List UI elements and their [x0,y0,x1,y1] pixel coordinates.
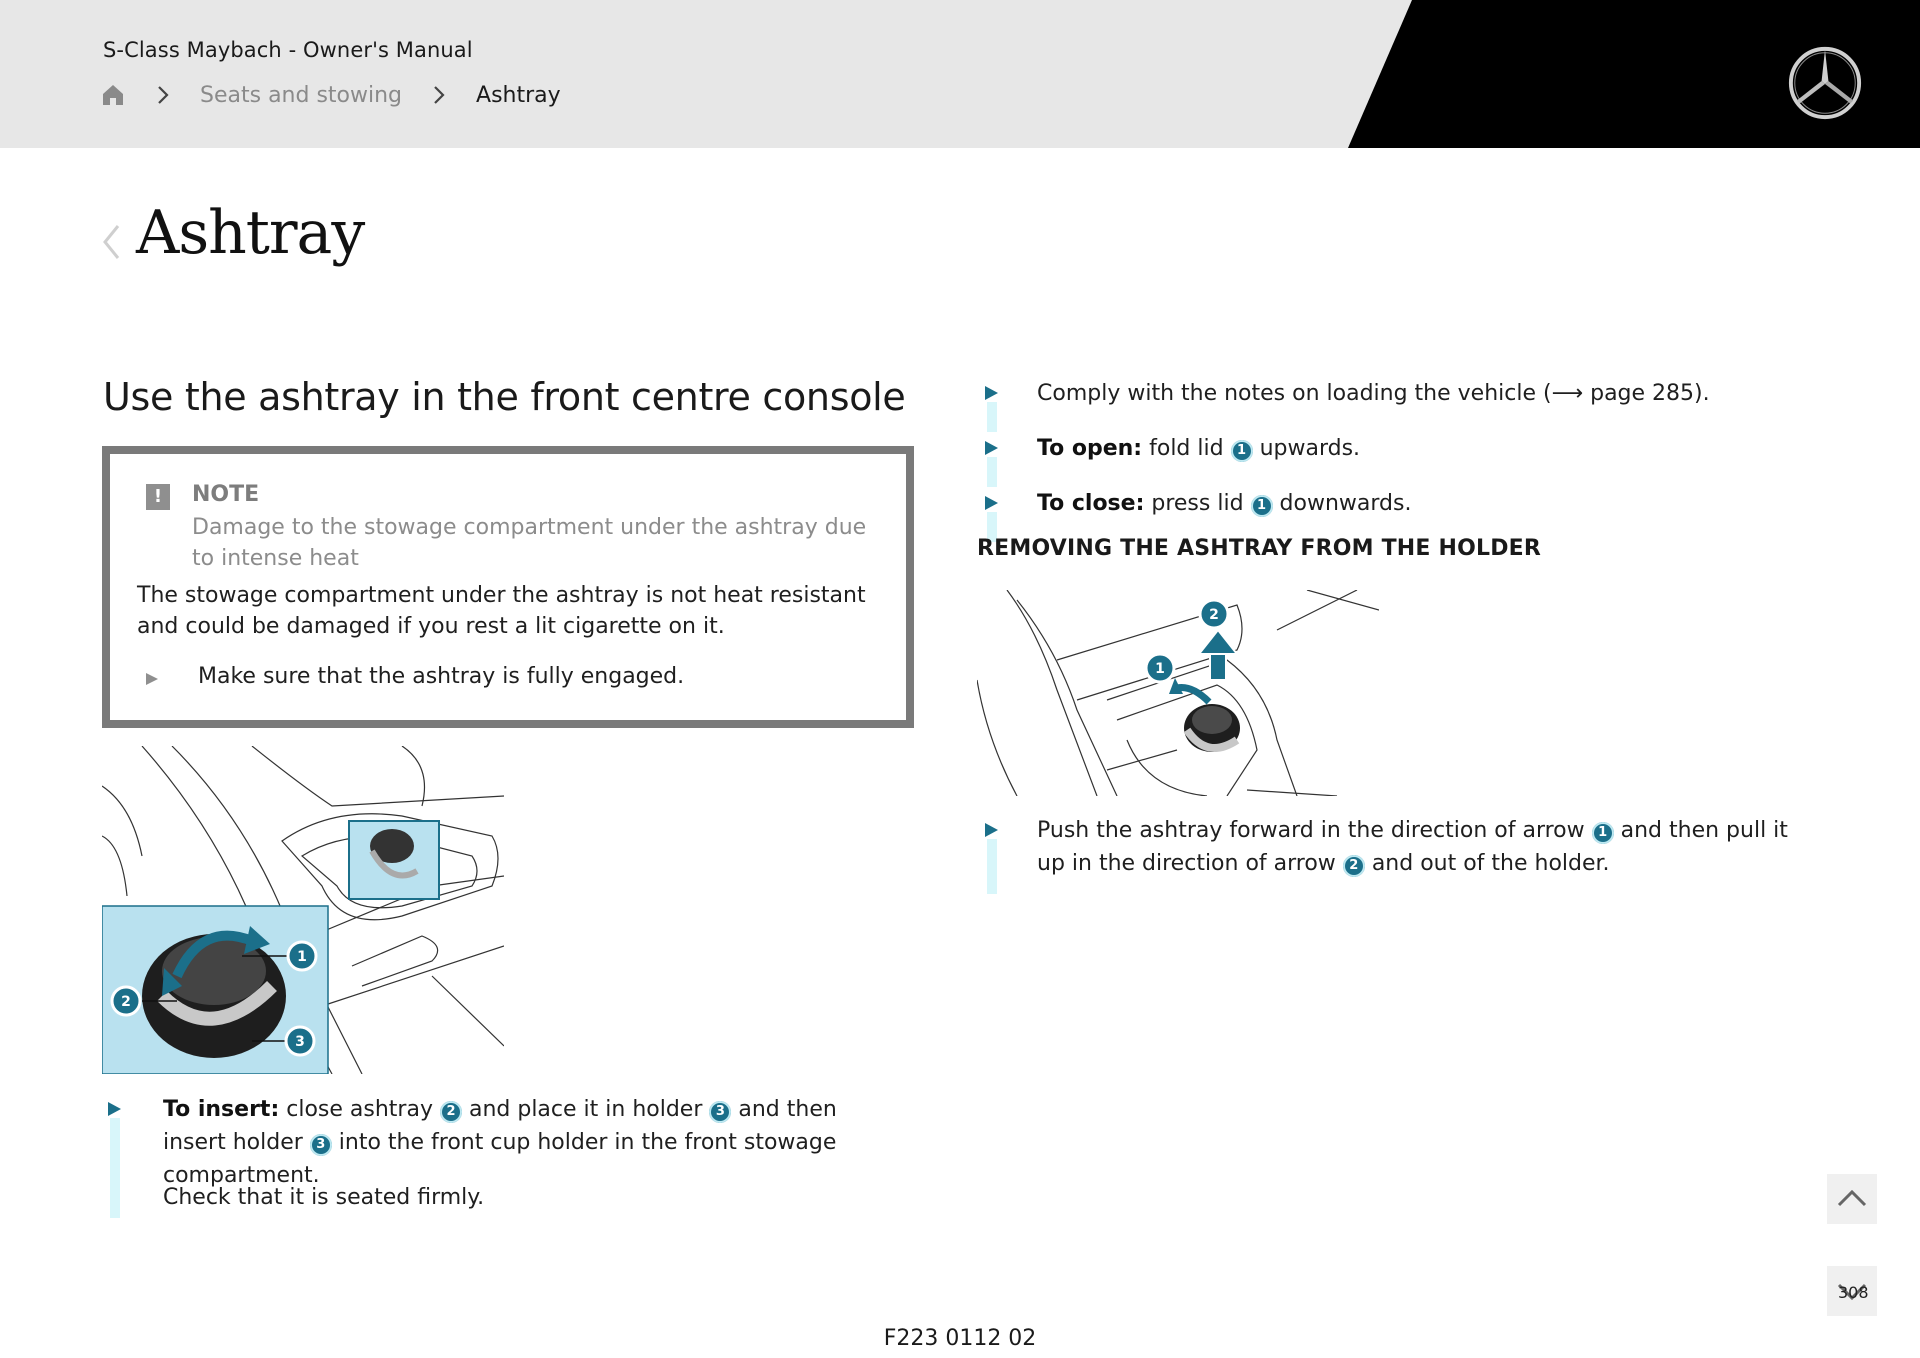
chevron-right-icon [152,84,174,106]
step-comply: Comply with the notes on loading the vehicle (⟶ page 285). [1037,381,1710,406]
step-push-text-1: Push the ashtray forward in the direction of arrow [1037,818,1585,843]
badge-3: 3 [709,1101,731,1123]
warning-icon: ! [146,484,170,510]
figure-code: F223 0112 02 [883,1326,1037,1351]
breadcrumb [100,80,561,110]
scroll-up-button[interactable] [1827,1174,1877,1224]
section-heading: Use the ashtray in the front centre console [103,375,906,419]
badge-1: 1 [1251,495,1273,517]
step-close [1037,487,1411,520]
chevron-right-icon [428,84,450,106]
ashtray-removal-illustration [977,590,1379,796]
step-check: Check that it is seated firmly. [163,1185,485,1210]
note-subtitle: Damage to the stowage compartment under the ashtray due to intense heat [192,515,867,571]
back-chevron-icon[interactable] [100,222,122,262]
badge-2: 2 [1343,855,1365,877]
step-insert-text-3: and then insert holder [163,1097,837,1155]
home-icon[interactable] [100,82,126,108]
step-open-label: To open: [1037,436,1143,461]
header-bar [0,0,1920,148]
subheading-removing: REMOVING THE ASHTRAY FROM THE HOLDER [977,536,1542,561]
callout-3: 3 [295,1034,305,1050]
page-title: Ashtray [136,198,365,268]
step-open-text-2: upwards. [1259,436,1361,461]
step-close-label: To close: [1037,491,1145,516]
ashtray-console-illustration [102,746,504,1074]
step-marker [108,1102,122,1218]
step-open-text-1: fold lid [1149,436,1224,461]
note-step: Make sure that the ashtray is fully engaged. [198,664,685,689]
callout-1: 1 [297,949,307,965]
step-insert-text-4: into the front cup holder in the front stowage compartment. [163,1130,837,1188]
step-close-text-2: downwards. [1279,491,1412,516]
callout-1: 1 [1155,661,1165,677]
badge-2: 2 [440,1101,462,1123]
step-open [1037,432,1360,465]
mercedes-star-logo[interactable] [1786,44,1864,122]
step-insert-label: To insert: [163,1097,280,1122]
badge-3: 3 [310,1134,332,1156]
badge-1: 1 [1592,822,1614,844]
step-arrow-icon [145,672,159,686]
document-title: S-Class Maybach - Owner's Manual [103,38,473,62]
step-insert-text-1: close ashtray [286,1097,433,1122]
breadcrumb-item-seats-and-stowing[interactable]: Seats and stowing [200,82,403,108]
badge-1: 1 [1231,440,1253,462]
step-marker [985,823,999,894]
callout-2: 2 [1209,607,1219,623]
step-push-text-2: and then pull it up in the direction of arrow [1037,818,1788,876]
step-insert [163,1093,903,1192]
chevron-up-icon [1827,1174,1877,1224]
note-body: The stowage compartment under the ashtray is not heat resistant and could be damaged if you rest a lit cigarette on it. [137,583,866,639]
step-push-text-3: and out of the holder. [1371,851,1610,876]
step-push [1037,814,1797,880]
page-number: 308 [1838,1283,1869,1302]
step-marker [985,386,999,432]
step-close-text-1: press lid [1151,491,1244,516]
callout-2: 2 [121,994,131,1010]
step-insert-text-2: and place it in holder [468,1097,703,1122]
note-box [102,446,914,728]
note-label: NOTE [192,482,260,507]
breadcrumb-item-ashtray: Ashtray [476,82,561,108]
step-marker [985,441,999,487]
logo-panel [0,0,1920,148]
